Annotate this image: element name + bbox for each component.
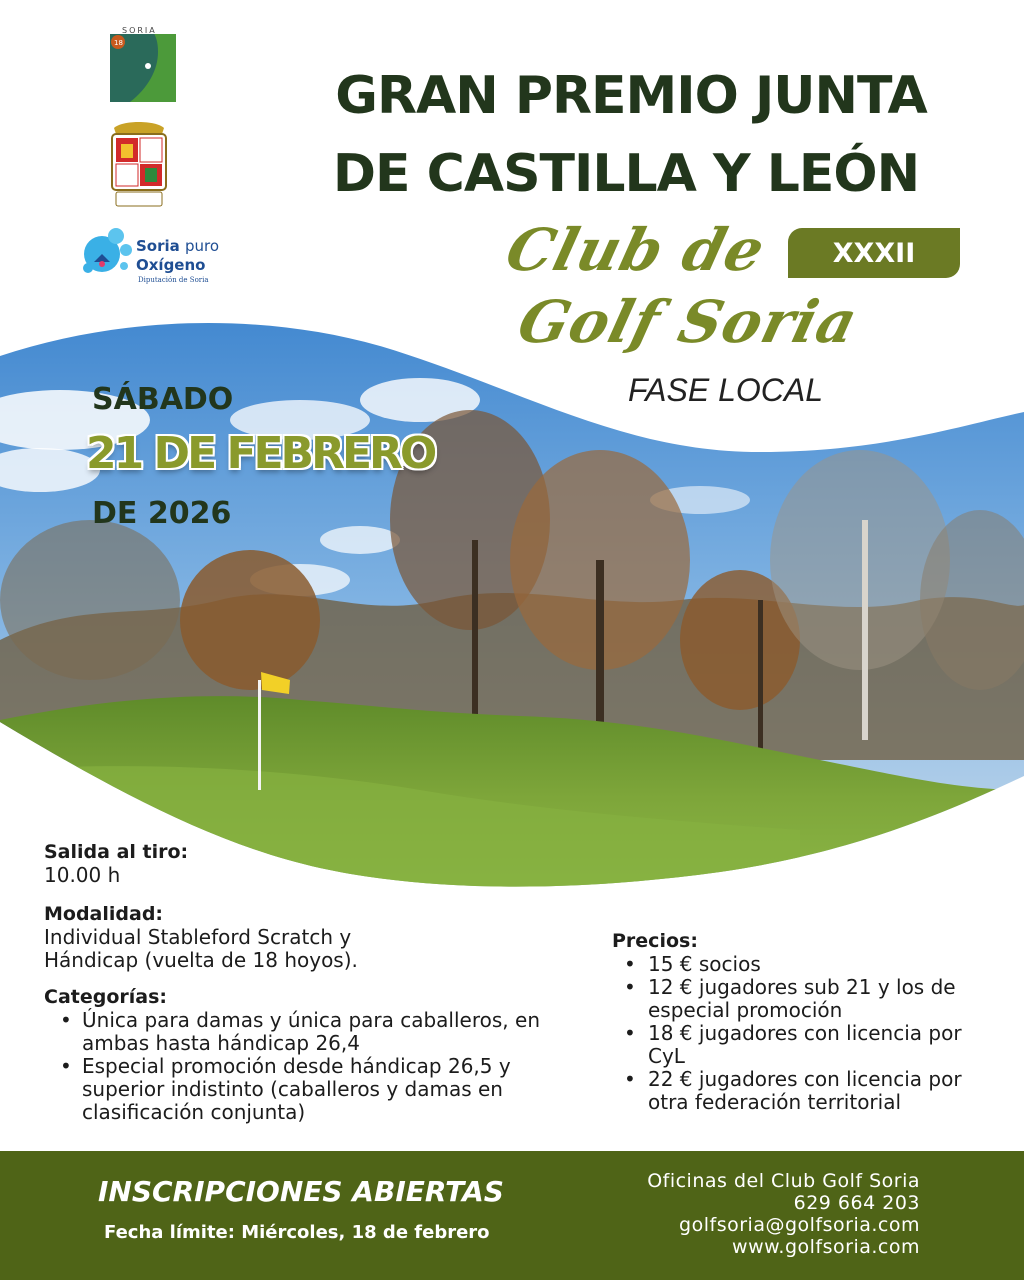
phase-label: FASE LOCAL xyxy=(628,372,824,408)
precios-label: Precios: xyxy=(612,930,698,952)
club-name-line1: Club de xyxy=(499,216,773,284)
list-item: • Especial promoción desde hándicap 26,5 y superior indistinto (caballeros y damas en clasificación conjunta) xyxy=(44,1055,544,1124)
svg-text:SORIA: SORIA xyxy=(122,26,157,35)
contact-email[interactable]: golfsoria@golfsoria.com xyxy=(679,1214,920,1236)
svg-text:18: 18 xyxy=(114,39,123,47)
date-day-month: 21 DE FEBRERO xyxy=(86,428,435,479)
categorias-section xyxy=(44,986,544,1124)
salida-label: Salida al tiro: xyxy=(44,841,189,863)
contact-web[interactable]: www.golfsoria.com xyxy=(732,1236,920,1258)
edition-badge: XXXII xyxy=(788,228,960,278)
soria-puro-oxigeno-logo xyxy=(80,224,230,290)
contact-phone[interactable]: 629 664 203 xyxy=(793,1192,920,1214)
deadline-text: Fecha límite: Miércoles, 18 de febrero xyxy=(104,1222,490,1243)
salida-section xyxy=(44,841,188,887)
precios-section xyxy=(612,930,992,1114)
modalidad-section xyxy=(44,903,424,972)
list-item: • 18 € jugadores con licencia por CyL xyxy=(612,1022,992,1068)
modalidad-value: Individual Stableford Scratch y Hándicap (vuelta de 18 hoyos). xyxy=(44,925,358,972)
date-weekday: SÁBADO xyxy=(92,382,234,417)
contact-office: Oficinas del Club Golf Soria xyxy=(647,1170,920,1192)
contact-block xyxy=(647,1170,920,1258)
list-item: • 22 € jugadores con licencia por otra federación territorial xyxy=(612,1068,992,1114)
soria-brand-sub: Diputación de Soria xyxy=(138,276,209,284)
event-title-line2: DE CASTILLA Y LEÓN xyxy=(332,144,920,204)
precios-list xyxy=(612,953,992,1114)
bubbles-icon xyxy=(80,224,136,276)
soria-brand-line2: Oxígeno xyxy=(136,256,206,274)
salida-value: 10.00 h xyxy=(44,863,121,887)
federation-crest-logo xyxy=(104,120,174,214)
list-item: • Única para damas y única para caballeros, en ambas hasta hándicap 26,4 xyxy=(44,1009,544,1055)
date-year: DE 2026 xyxy=(92,496,232,531)
inscripciones-heading: INSCRIPCIONES ABIERTAS xyxy=(98,1175,504,1208)
soria-brand-line1: Soria puro xyxy=(136,237,220,255)
club-name-line2: Golf Soria xyxy=(511,288,865,356)
categorias-label: Categorías: xyxy=(44,986,167,1008)
modalidad-label: Modalidad: xyxy=(44,903,164,925)
list-item: • 15 € socios xyxy=(612,953,992,976)
golf-soria-logo xyxy=(100,24,176,102)
categorias-list xyxy=(44,1009,544,1124)
event-title-line1: GRAN PREMIO JUNTA xyxy=(335,66,927,126)
list-item: • 12 € jugadores sub 21 y los de especial promoción xyxy=(612,976,992,1022)
